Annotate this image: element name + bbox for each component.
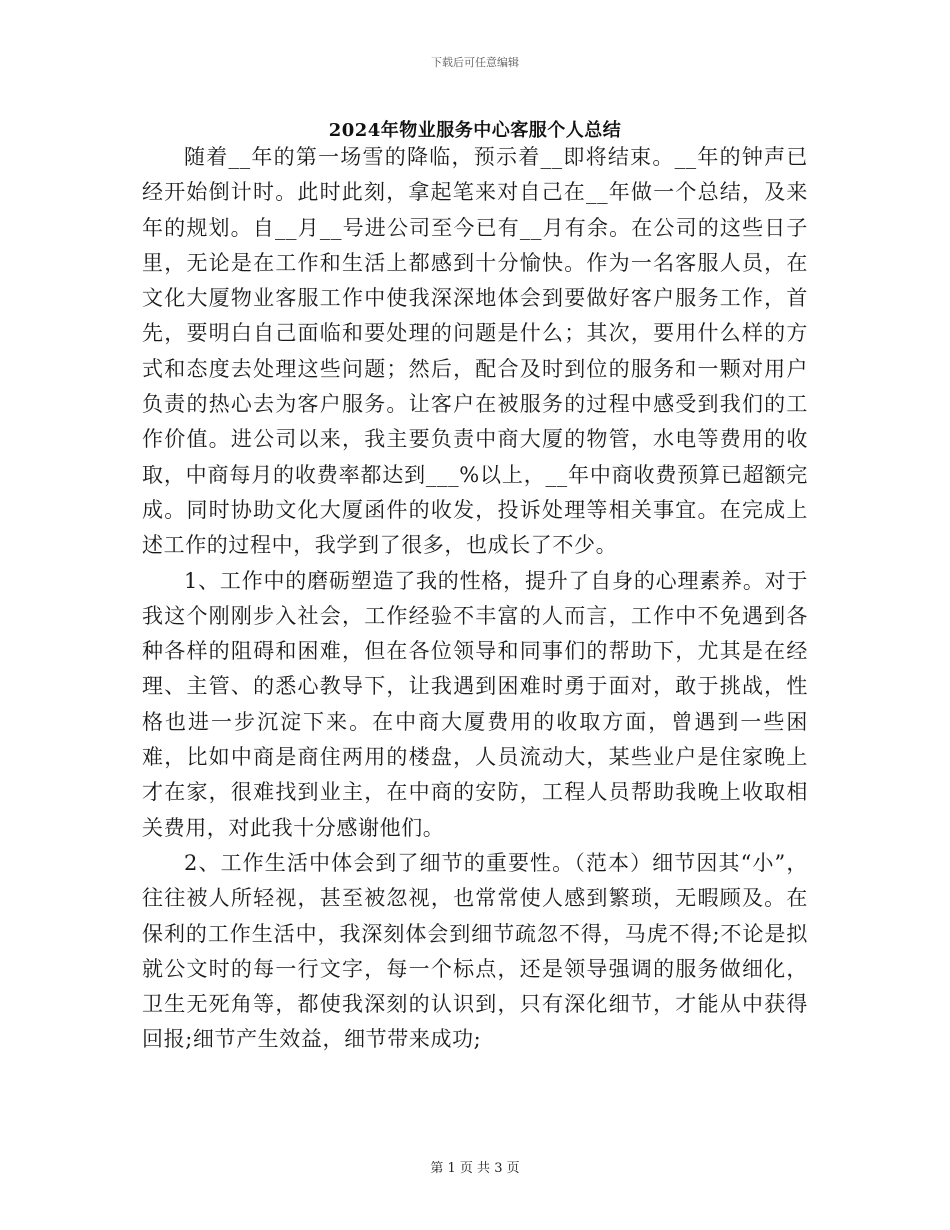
paragraph-point-1: 1、工作中的磨砺塑造了我的性格，提升了自身的心理素养。对于我这个刚刚步入社会，工作经验不丰富的人而言，工作中不免遇到各种各样的阻碍和困难，但在各位领导和同事们的帮助下，尤其是在经理、主管、的悉心教导下，让我遇到困难时勇于面对，敢于挑战，性格也进一步沉淀下来。在中商大厦费用的收取方面，曾遇到一些困难，比如中商是商住两用的楼盘，人员流动大，某些业户是住家晚上才在家，很难找到业主，在中商的安防，工程人员帮助我晚上收取相关费用，对此我十分感谢他们。 [142,568,808,840]
paragraph-point-2: 2、工作生活中体会到了细节的重要性。（范本）细节因其“小”，往往被人所轻视，甚至被忽视，也常常使人感到繁琐，无暇顾及。在保利的工作生活中，我深刻体会到细节疏忽不得，马虎不得;不论是拟就公文时的每一行文字，每一个标点，还是领导强调的服务做细化，卫生无死角等，都使我深刻的认识到，只有深化细节，才能从中获得回报;细节产生效益，细节带来成功; [142,850,808,1052]
header-note: 下载后可任意编辑 [431,56,519,69]
document-title: 2024年物业服务中心客服个人总结 [328,120,622,141]
paragraph-intro: 随着__年的第一场雪的降临，预示着__即将结束。__年的钟声已经开始倒计时。此时此刻，拿起笔来对自己在__年做一个总结，及来年的规划。自__月__号进公司至今已有__月有余。在公司的这些日子里，无论是在工作和生活上都感到十分愉快。作为一名客服人员，在文化大厦物业客服工作中使我深深地体会到要做好客户服务工作，首先，要明白自己面临和要处理的问题是什么；其次，要用什么样的方式和态度去处理这些问题；然后，配合及时到位的服务和一颗对用户负责的热心去为客户服务。让客户在被服务的过程中感受到我们的工作价值。进公司以来，我主要负责中商大厦的物管，水电等费用的收取，中商每月的收费率都达到___%以上，__年中商收费预算已超额完成。同时协助文化大厦函件的收发，投诉处理等相关事宜。在完成上述工作的过程中，我学到了很多，也成长了不少。 [142,145,808,558]
document-body [142,140,808,1058]
page-number: 第 1 页 共 3 页 [430,1161,520,1176]
